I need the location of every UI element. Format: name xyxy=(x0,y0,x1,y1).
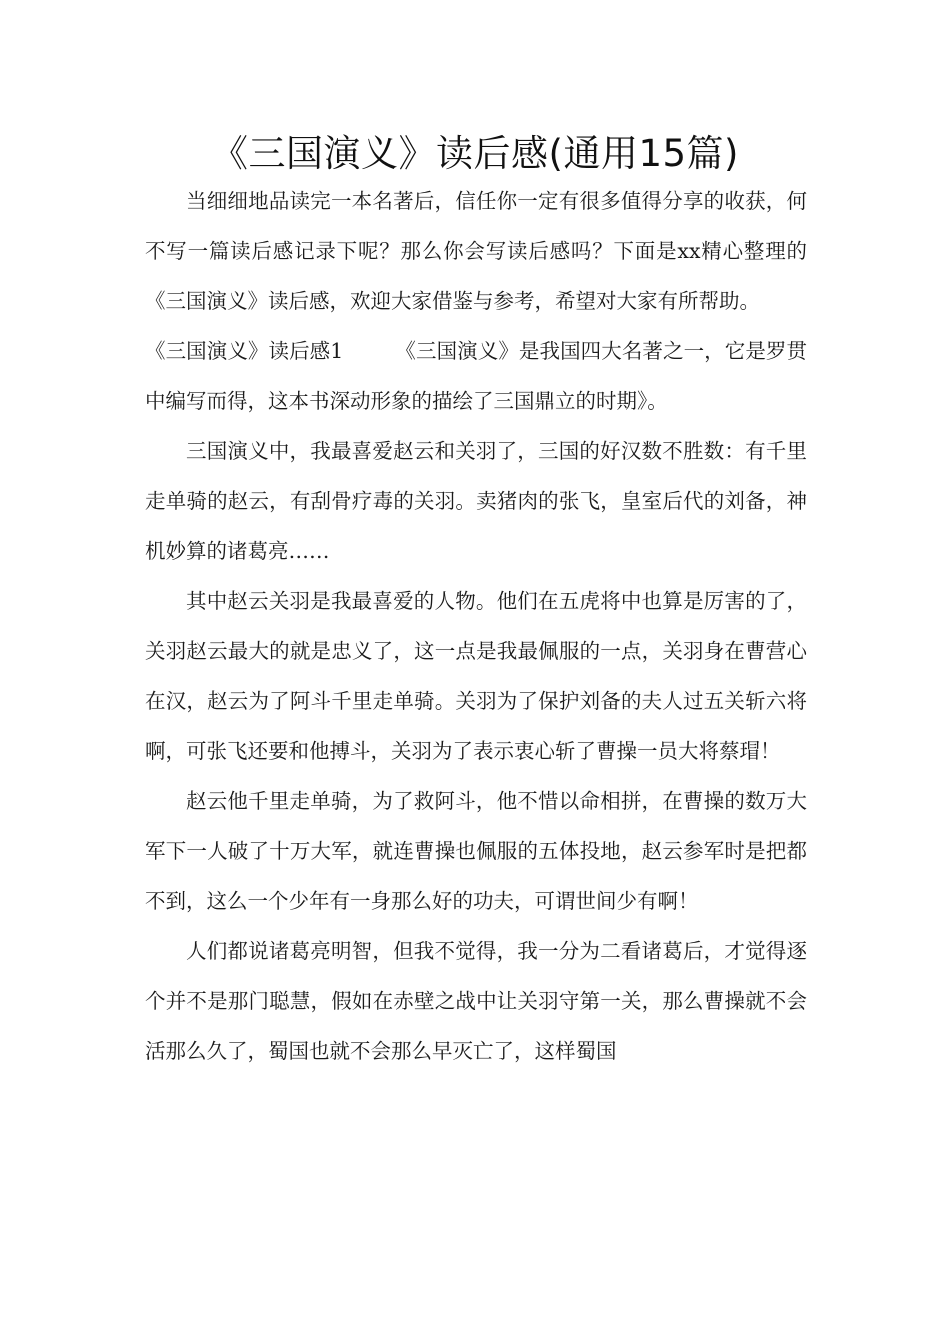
document-body xyxy=(145,176,807,1076)
document-title: 《三国演义》读后感(通用15篇) xyxy=(211,132,739,175)
section-heading: 《三国演义》读后感1 xyxy=(145,339,344,363)
section-paragraph xyxy=(145,326,807,426)
body-paragraph: 赵云他千里走单骑，为了救阿斗，他不惜以命相拼，在曹操的数万大军下一人破了十万大军，就连曹操也佩服的五体投地，赵云参军时是把都不到，这么一个少年有一身那么好的功夫，可谓世间少有啊！ xyxy=(145,789,807,913)
intro-paragraph: 当细细地品读完一本名著后，信任你一定有很多值得分享的收获，何不写一篇读后感记录下呢？那么你会写读后感吗？下面是xx精心整理的《三国演义》读后感，欢迎大家借鉴与参考，希望对大家有所帮助。 xyxy=(145,189,807,313)
body-paragraph: 其中赵云关羽是我最喜爱的人物。他们在五虎将中也算是厉害的了，关羽赵云最大的就是忠义了，这一点是我最佩服的一点，关羽身在曹营心在汉，赵云为了阿斗千里走单骑。关羽为了保护刘备的夫人过五关斩六将啊，可张飞还要和他搏斗，关羽为了表示衷心斩了曹操一员大将蔡瑁！ xyxy=(145,589,807,763)
body-paragraph: 三国演义中，我最喜爱赵云和关羽了，三国的好汉数不胜数：有千里走单骑的赵云，有刮骨疗毒的关羽。卖猪肉的张飞，皇室后代的刘备，神机妙算的诸葛亮…… xyxy=(145,439,807,563)
section-lead-text: 《三国演义》是我国四大名著之一，它是罗贯中编写而得，这本书深动形象的描绘了三国鼎立的时期》。 xyxy=(145,339,808,413)
body-paragraph: 人们都说诸葛亮明智，但我不觉得，我一分为二看诸葛后，才觉得逐个并不是那门聪慧，假如在赤壁之战中让关羽守第一关，那么曹操就不会活那么久了，蜀国也就不会那么早灭亡了，这样蜀国 xyxy=(145,939,807,1063)
